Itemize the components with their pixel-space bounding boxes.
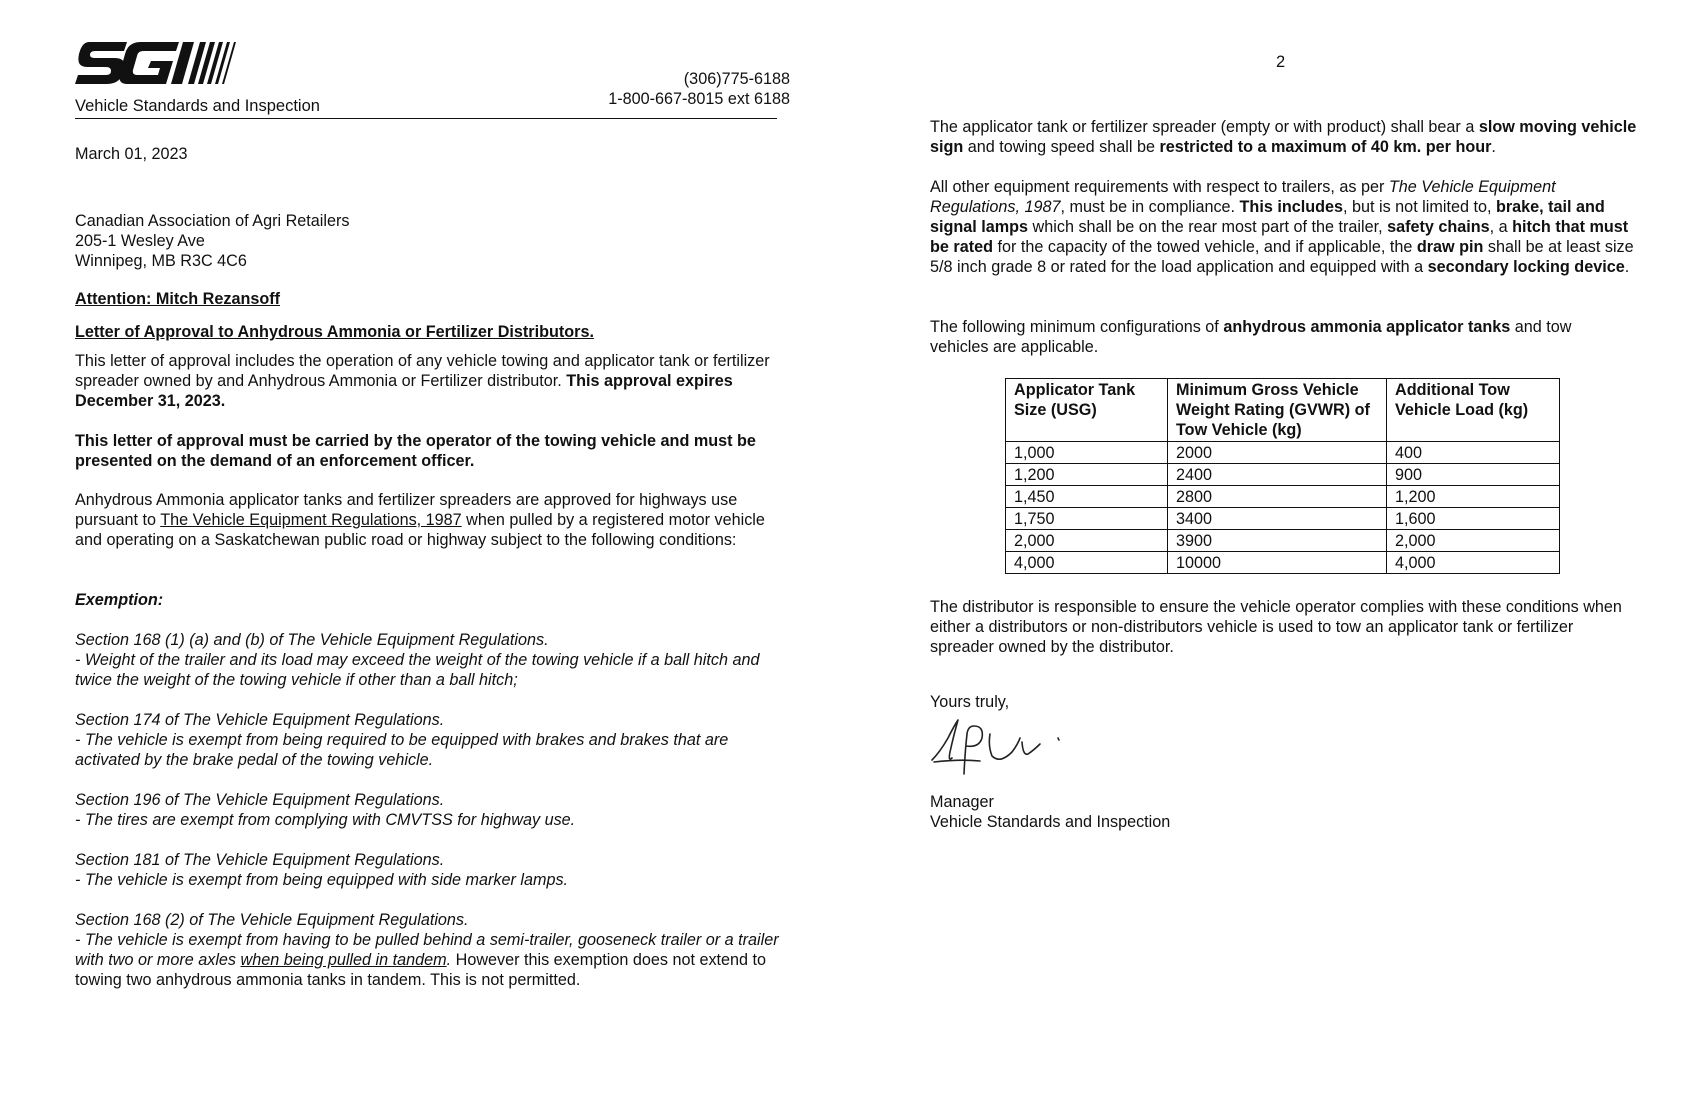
table-cell: 2,000	[1387, 530, 1560, 552]
table-cell: 2400	[1168, 464, 1387, 486]
table-cell: 900	[1387, 464, 1560, 486]
table-cell: 1,200	[1006, 464, 1168, 486]
emphasis: brake, tail and signal lamps	[930, 198, 1605, 236]
signatory	[930, 792, 1640, 832]
column-header: Applicator Tank Size (USG)	[1006, 379, 1168, 442]
recipient-address	[75, 211, 785, 271]
table-header-row	[1006, 379, 1560, 442]
emphasis: slow moving vehicle sign	[930, 118, 1637, 156]
table-row	[1006, 442, 1560, 464]
paragraph-text: .	[1624, 258, 1630, 276]
table-cell: 1,450	[1006, 486, 1168, 508]
exemption-detail: - The vehicle is exempt from being required to be equipped with brakes and brakes that are activated by the brake pedal of the towing vehicle.	[75, 731, 729, 769]
table-cell: 10000	[1168, 552, 1387, 574]
exemption-detail: - The tires are exempt from complying with CMVTSS for highway use.	[75, 811, 576, 829]
column-header: Additional Tow Vehicle Load (kg)	[1387, 379, 1560, 442]
emphasis: secondary locking device	[1427, 258, 1625, 276]
closing: Yours truly,	[930, 693, 1010, 711]
paragraph-text: and towing speed shall be	[963, 138, 1160, 156]
towing-speed-paragraph	[930, 117, 1650, 157]
letter-date: March 01, 2023	[75, 145, 188, 163]
emphasis: restricted to a maximum of 40 km. per hour	[1159, 138, 1492, 156]
exemption-section: Section 196 of The Vehicle Equipment Regulations.	[75, 791, 445, 809]
phone-local: (306)775-6188	[683, 70, 790, 88]
sgi-logo	[75, 40, 237, 86]
recipient-line: Winnipeg, MB R3C 4C6	[75, 252, 247, 270]
distributor-responsibility-paragraph: The distributor is responsible to ensure the vehicle operator complies with these conditions when either a distributors or non-distributors vehicle is used to tow an applicator tank or fertilizer spreader owned by the distributor.	[930, 598, 1622, 656]
tandem-phrase: when being pulled in tandem	[240, 951, 447, 969]
regulations-reference: The Vehicle Equipment Regulations, 1987	[160, 511, 462, 529]
intro-text: This letter of approval includes the operation of any vehicle towing and applicator tank or fertilizer spreader owned by and Anhydrous Ammonia or Fertilizer distributor.	[75, 352, 770, 390]
exemption-detail-text: - The vehicle is exempt from having to be pulled behind a semi-trailer, gooseneck trailer or a trailer with two or more axles	[75, 931, 779, 969]
recipient-line: Canadian Association of Agri Retailers	[75, 212, 350, 230]
table-cell: 3400	[1168, 508, 1387, 530]
paragraph-text: All other equipment requirements with respect to trailers, as per	[930, 178, 1389, 196]
carry-notice: This letter of approval must be carried by the operator of the towing vehicle and must be presented on the demand of an enforcement officer.	[75, 432, 756, 470]
phone-tollfree: 1-800-667-8015 ext 6188	[608, 90, 790, 108]
intro-paragraph	[75, 351, 785, 411]
equipment-requirements-paragraph	[930, 177, 1650, 277]
table-cell: 2,000	[1006, 530, 1168, 552]
emphasis: safety chains	[1387, 218, 1490, 236]
paragraph-text: , must be in compliance.	[1060, 198, 1240, 216]
exemption-detail: - The vehicle is exempt from being equipped with side marker lamps.	[75, 871, 569, 889]
exemption-section: Section 181 of The Vehicle Equipment Regulations.	[75, 851, 445, 869]
header-divider	[75, 118, 777, 119]
paragraph-text: shall be at least size 5/8 inch grade 8 or rated for the load application and equipped with a	[930, 238, 1634, 276]
table-row	[1006, 486, 1560, 508]
exemption-detail-text: .	[446, 951, 452, 969]
unit-name: Vehicle Standards and Inspection	[75, 97, 320, 115]
expiry-notice: This approval expires December 31, 2023.	[75, 372, 733, 410]
exemption-item	[75, 910, 785, 990]
column-header: Minimum Gross Vehicle Weight Rating (GVWR) of Tow Vehicle (kg)	[1168, 379, 1387, 442]
letter-subject: Letter of Approval to Anhydrous Ammonia or Fertilizer Distributors.	[75, 323, 594, 341]
table-cell: 2000	[1168, 442, 1387, 464]
signature	[930, 712, 1070, 782]
attention-line: Attention: Mitch Rezansoff	[75, 290, 281, 308]
table-cell: 2800	[1168, 486, 1387, 508]
tandem-restriction: However this exemption does not extend to towing two anhydrous ammonia tanks in tandem. This is not permitted.	[75, 951, 767, 989]
paragraph-text: , a	[1489, 218, 1513, 236]
exemption-section: Section 168 (1) (a) and (b) of The Vehicle Equipment Regulations.	[75, 631, 549, 649]
signatory-title: Manager	[930, 793, 994, 811]
exemption-detail	[75, 930, 785, 990]
exemption-section: Section 174 of The Vehicle Equipment Regulations.	[75, 711, 445, 729]
paragraph-text: for the capacity of the towed vehicle, and if applicable, the	[992, 238, 1417, 256]
emphasis: anhydrous ammonia applicator tanks	[1223, 318, 1511, 336]
approval-text: when pulled by a registered motor vehicle and operating on a Saskatchewan public road or highway subject to the following conditions:	[75, 511, 765, 549]
paragraph-text: .	[1491, 138, 1496, 156]
page-number: 2	[1276, 53, 1286, 71]
paragraph-text: which shall be on the rear most part of the trailer,	[1028, 218, 1388, 236]
exemption-heading: Exemption:	[75, 591, 164, 609]
exemption-item	[75, 630, 785, 690]
table-row	[1006, 508, 1560, 530]
paragraph-text: and tow vehicles are applicable.	[930, 318, 1572, 356]
table-cell: 1,750	[1006, 508, 1168, 530]
table-cell: 4,000	[1387, 552, 1560, 574]
table-cell: 3900	[1168, 530, 1387, 552]
phone-numbers	[608, 69, 790, 109]
table-row	[1006, 464, 1560, 486]
regulations-reference: The Vehicle Equipment Regulations, 1987	[930, 178, 1556, 216]
emphasis: draw pin	[1416, 238, 1484, 256]
table-cell: 1,200	[1387, 486, 1560, 508]
approval-text: Anhydrous Ammonia applicator tanks and fertilizer spreaders are approved for highways use pursuant to	[75, 491, 738, 529]
table-row	[1006, 552, 1560, 574]
exemption-item	[75, 710, 785, 770]
exemption-item	[75, 790, 785, 830]
configurations-paragraph	[930, 317, 1630, 357]
table-cell: 4,000	[1006, 552, 1168, 574]
configuration-table	[1005, 378, 1560, 574]
table-cell: 400	[1387, 442, 1560, 464]
exemption-detail: - Weight of the trailer and its load may exceed the weight of the towing vehicle if a ball hitch and twice the weight of the towing vehicle if other than a ball hitch;	[75, 651, 760, 689]
exemption-section: Section 168 (2) of The Vehicle Equipment Regulations.	[75, 911, 469, 929]
table-cell: 1,000	[1006, 442, 1168, 464]
emphasis: This includes	[1239, 198, 1343, 216]
exemption-item	[75, 850, 785, 890]
recipient-line: 205-1 Wesley Ave	[75, 232, 205, 250]
emphasis: hitch that must be rated	[930, 218, 1629, 256]
table-row	[1006, 530, 1560, 552]
table-cell: 1,600	[1387, 508, 1560, 530]
approval-paragraph	[75, 490, 785, 550]
paragraph-text: The applicator tank or fertilizer spreader (empty or with product) shall bear a	[930, 118, 1479, 136]
paragraph-text: The following minimum configurations of	[930, 318, 1224, 336]
paragraph-text: , but is not limited to,	[1343, 198, 1496, 216]
signatory-unit: Vehicle Standards and Inspection	[930, 813, 1171, 831]
